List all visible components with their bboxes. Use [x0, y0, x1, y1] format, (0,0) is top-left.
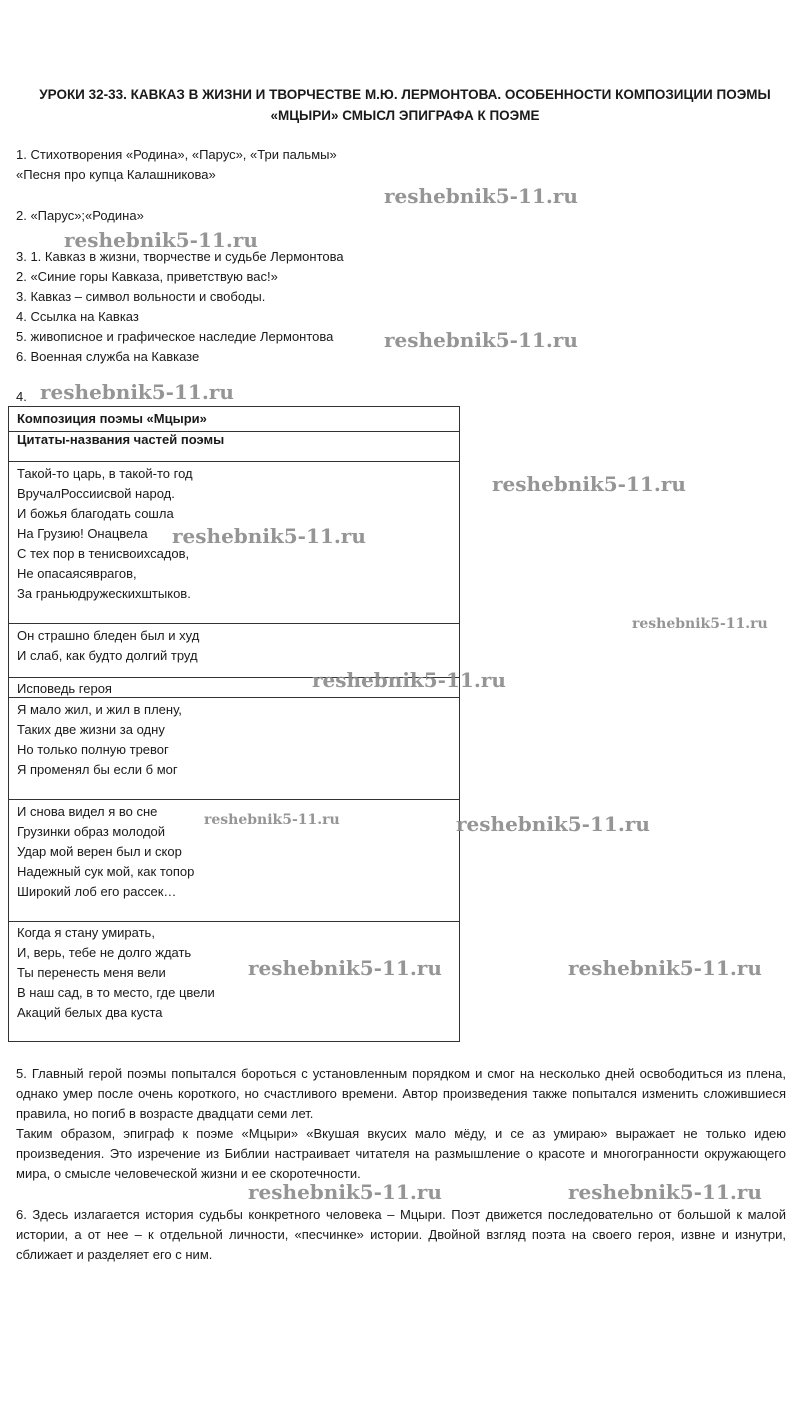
quote-line: Не опасаясяврагов, — [17, 566, 137, 581]
answer-3-item: 3. 1. Кавказ в жизни, творчестве и судьбе Лермонтова — [16, 249, 344, 264]
watermark: reshebnik5-11.ru — [456, 812, 650, 836]
table-cell-3 — [17, 700, 182, 780]
watermark: reshebnik5-11.ru — [64, 228, 258, 252]
quote-line: И божья благодать сошла — [17, 506, 174, 521]
answer-1-line-1: 1. Стихотворения «Родина», «Парус», «Три пальмы» — [16, 147, 337, 162]
quote-line: И слаб, как будто долгий труд — [17, 648, 198, 663]
quote-line: Таких две жизни за одну — [17, 722, 165, 737]
answer-3-item: 4. Ссылка на Кавказ — [16, 309, 139, 324]
table-cell-3-title: Исповедь героя — [17, 681, 112, 696]
answer-3-item: 6. Военная служба на Кавказе — [16, 349, 200, 364]
answer-5 — [16, 1064, 786, 1184]
answer-3-item: 5. живописное и графическое наследие Лермонтова — [16, 329, 334, 344]
answer-3-list — [16, 247, 344, 367]
quote-line: И, верь, тебе не долго ждать — [17, 945, 192, 960]
table-cell-5 — [17, 923, 215, 1023]
answer-6: 6. Здесь излагается история судьбы конкретного человека – Мцыри. Поэт движется последовательно от большой к малой истории, а от нее – к отдельной личности, «песчинке» истории. Двойной взгляд поэта на своего героя, извне и изнутри, сближает и разделяет его с ним. — [16, 1207, 786, 1262]
answer-3-item: 2. «Синие горы Кавказа, приветствую вас!» — [16, 269, 278, 284]
quote-line: Я мало жил, и жил в плену, — [17, 702, 182, 717]
title-line-2: «МЦЫРИ» СМЫСЛ ЭПИГРАФА К ПОЭМЕ — [270, 108, 540, 123]
watermark: reshebnik5-11.ru — [248, 1180, 442, 1204]
watermark: reshebnik5-11.ru — [568, 956, 762, 980]
watermark: reshebnik5-11.ru — [384, 184, 578, 208]
watermark: reshebnik5-11.ru — [384, 328, 578, 352]
table-divider — [9, 623, 459, 624]
answer-5-paragraph-2: Таким образом, эпиграф к поэме «Мцыри» «Вкушая вкусих мало мёду, и се аз умираю» выражает не только идею произведения. Это изречение из Библии настраивает читателя на размышление о красоте и многогранности окружающего мира, о смысле человеческой жизни и ее скоротечности. — [16, 1126, 786, 1181]
watermark: reshebnik5-11.ru — [312, 668, 506, 692]
table-divider — [9, 799, 459, 800]
quote-line: Ты перенесть меня вели — [17, 965, 166, 980]
quote-line: И снова видел я во сне — [17, 804, 158, 819]
watermark: reshebnik5-11.ru — [204, 812, 340, 828]
quote-line: ВручалРоссиисвой народ. — [17, 486, 175, 501]
quote-line: За граньюдружескихштыков. — [17, 586, 191, 601]
table-cell-1 — [17, 464, 193, 604]
quote-line: Акаций белых два куста — [17, 1005, 163, 1020]
quote-line: Широкий лоб его рассек… — [17, 884, 177, 899]
watermark: reshebnik5-11.ru — [632, 616, 768, 632]
answer-3-item: 3. Кавказ – символ вольности и свободы. — [16, 289, 266, 304]
quote-line: Удар мой верен был и скор — [17, 844, 182, 859]
quote-line: На Грузию! Онацвела — [17, 526, 148, 541]
table-divider — [9, 921, 459, 922]
quote-line: С тех пор в тенисвоихсадов, — [17, 546, 190, 561]
answer-5-paragraph-1: 5. Главный герой поэмы попытался бороться с установленным порядком и смог на несколько дней освободиться из плена, однако умер после очень короткого, но счастливого времени. Автор произведения также попытался изменить сложившиеся правила, но погиб в возрасте двадцати семи лет. — [16, 1066, 786, 1121]
watermark: reshebnik5-11.ru — [248, 956, 442, 980]
quote-line: В наш сад, в то место, где цвели — [17, 985, 215, 1000]
watermark: reshebnik5-11.ru — [568, 1180, 762, 1204]
watermark: reshebnik5-11.ru — [40, 380, 234, 404]
table-header-2: Цитаты-названия частей поэмы — [17, 432, 225, 447]
answer-2: 2. «Парус»;«Родина» — [16, 208, 144, 223]
quote-line: Он страшно бледен был и худ — [17, 628, 200, 643]
quote-line: Когда я стану умирать, — [17, 925, 155, 940]
quote-line: Я променял бы если б мог — [17, 762, 178, 777]
table-header-1: Композиция поэмы «Мцыри» — [17, 411, 207, 426]
table-divider — [9, 697, 459, 698]
table-divider — [9, 461, 459, 462]
quote-line: Надежный сук мой, как топор — [17, 864, 195, 879]
quote-line: Грузинки образ молодой — [17, 824, 166, 839]
composition-table — [8, 406, 460, 1042]
title-line-1: УРОКИ 32-33. КАВКАЗ В ЖИЗНИ И ТВОРЧЕСТВЕ М.Ю. ЛЕРМОНТОВА. ОСОБЕННОСТИ КОМПОЗИЦИИ ПОЭМЫ — [39, 87, 771, 102]
watermark: reshebnik5-11.ru — [492, 472, 686, 496]
answer-4-label: 4. — [16, 389, 27, 404]
quote-line: Но только полную тревог — [17, 742, 169, 757]
table-cell-4 — [17, 802, 194, 902]
answer-1-line-2: «Песня про купца Калашникова» — [16, 167, 216, 182]
table-cell-2 — [17, 626, 199, 666]
watermark: reshebnik5-11.ru — [172, 524, 366, 548]
quote-line: Такой-то царь, в такой-то год — [17, 466, 193, 481]
page-title — [10, 84, 800, 126]
